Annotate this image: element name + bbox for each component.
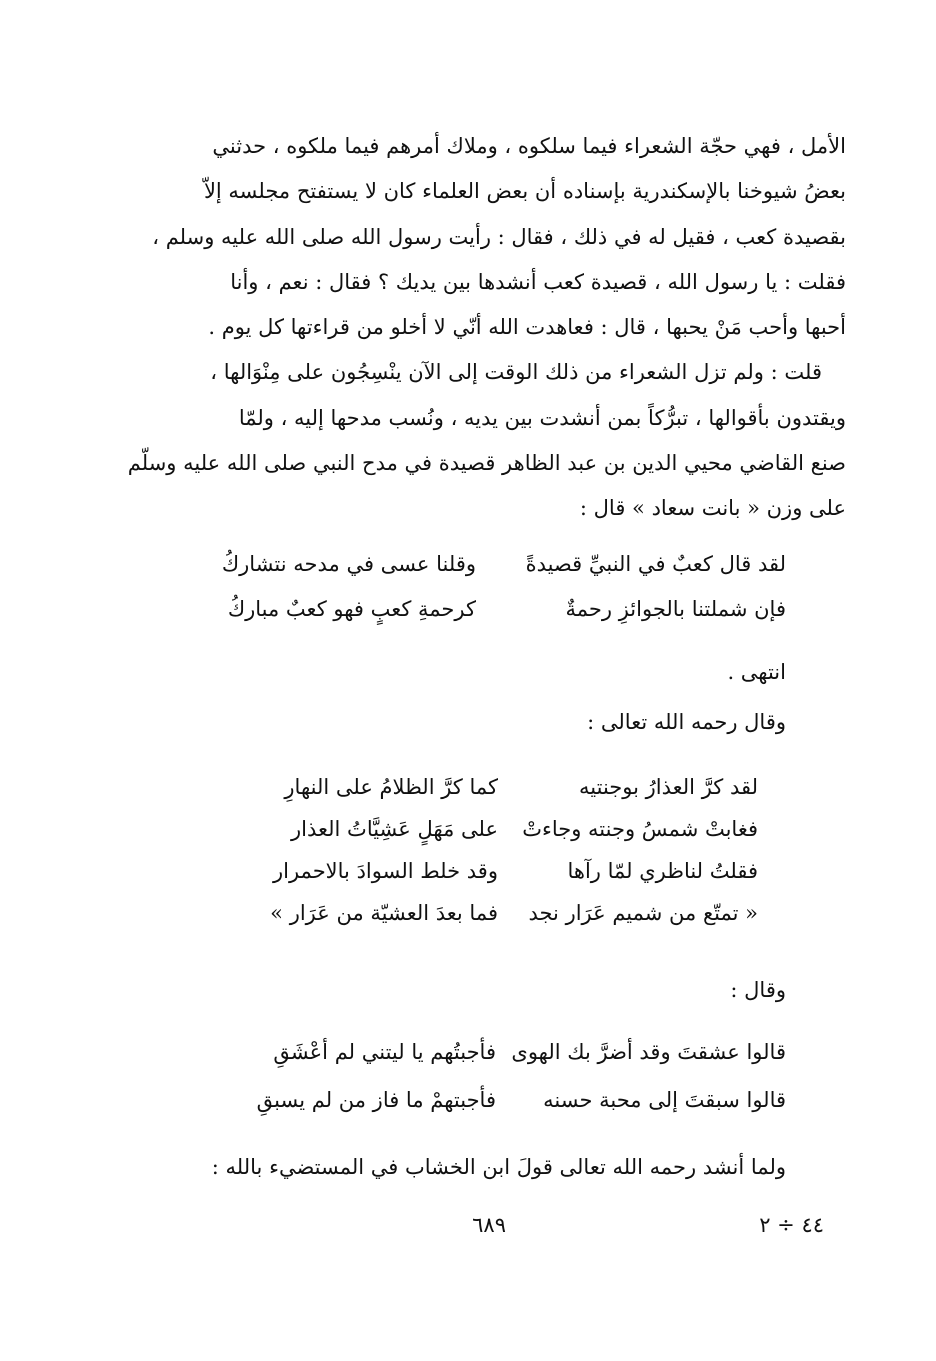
poem-ishq (186, 1040, 786, 1136)
prose-line: صنع القاضي محيي الدين بن عبد الظاهر قصيدة في مدح النبي صلى الله عليه وسلّم (127, 451, 846, 476)
verse-first-hemistich: لقد قال كعبٌ في النبيِّ قصيدةً (525, 552, 786, 576)
poem-kab (146, 552, 786, 642)
verse-line (186, 1040, 786, 1088)
wa-qala-text: وقال : (730, 978, 786, 1002)
verse-line (146, 552, 786, 597)
verse-second-hemistich: فما بعدَ العشيّة من عَرَار » (270, 901, 498, 925)
prose-line: الأمل ، فهي حجّة الشعراء فيما سلكوه ، وملاك أمرهم فيما ملكوه ، حدثني (212, 134, 846, 158)
verse-line (218, 901, 758, 943)
verse-line (218, 859, 758, 901)
page-number: ٦٨٩ (472, 1213, 506, 1237)
verse-first-hemistich: فغابتْ شمسُ وجنته وجاءتْ (522, 817, 758, 841)
poem-idhar (218, 775, 758, 943)
verse-line (146, 597, 786, 642)
verse-second-hemistich: فأجبتهمْ ما فاز من لم يسبقِ (256, 1088, 496, 1112)
verse-second-hemistich: كرحمةِ كعبٍ فهو كعبٌ مباركُ (227, 597, 476, 621)
verse-line (186, 1088, 786, 1136)
prose-line: قلت : ولم تزل الشعراء من ذلك الوقت إلى الآن ينْسِجُون على مِنْوَالها ، (210, 360, 822, 385)
verse-first-hemistich: قالوا عشقتَ وقد أضرَّ بك الهوى (511, 1040, 786, 1064)
verse-first-hemistich: لقد كرَّ العذارُ بوجنتيه (579, 775, 758, 799)
verse-second-hemistich: على مَهَلٍ عَشِيَّاتُ العذار (291, 817, 498, 841)
verse-second-hemistich: فأجبتُهم يا ليتني لم أعْشَقِ (273, 1040, 496, 1064)
prose-paragraph (92, 124, 846, 532)
prose-line: أحبها وأحب مَنْ يحبها ، قال : فعاهدت الله أنّي لا أخلو من قراءتها كل يوم . (208, 315, 846, 340)
verse-line (218, 817, 758, 859)
verse-first-hemistich: فقلتُ لناظري لمّا رآها (567, 859, 758, 883)
verse-line (218, 775, 758, 817)
verse-second-hemistich: وقلنا عسى في مدحه نتشاركُ (221, 552, 476, 576)
prose-line: بعضُ شيوخنا بالإسكندرية بإسناده أن بعض العلماء كان لا يستفتح مجلسه إلاّ (203, 179, 846, 204)
prose-line: على وزن « بانت سعاد » قال : (579, 496, 846, 521)
verse-first-hemistich: قالوا سبقتَ إلى محبة حسنه (543, 1088, 786, 1112)
prose-line: فقلت : يا رسول الله ، قصيدة كعب أنشدها بين يديك ؟ فقال : نعم ، وأنا (230, 269, 846, 294)
prose-line: بقصيدة كعب ، فقيل له في ذلك ، فقال : رأيت رسول الله صلى الله عليه وسلم ، (152, 224, 846, 249)
verse-second-hemistich: وقد خلط السوادَ بالاحمرار (272, 859, 498, 883)
signature-mark: ٤٤ ÷ ٢ (759, 1213, 824, 1237)
qala-rahimahu-text: وقال رحمه الله تعالى : (587, 710, 786, 734)
verse-first-hemistich: فإن شملتنا بالجوائزِ رحمةٌ (565, 597, 786, 621)
prose-line: ويقتدون بأقوالها ، تبرُّكاً بمن أنشدت بين يديه ، ونُسب مدحها إليه ، ولمّا (238, 405, 846, 430)
intaha-text: انتهى . (727, 660, 786, 684)
verse-second-hemistich: كما كرَّ الظلامُ على النهارِ (284, 775, 498, 799)
verse-first-hemistich: « تمتّع من شميم عَرَار نجد (528, 901, 758, 925)
closing-line: ولما أنشد رحمه الله تعالى قولَ ابن الخشاب في المستضيء بالله : (211, 1155, 786, 1179)
